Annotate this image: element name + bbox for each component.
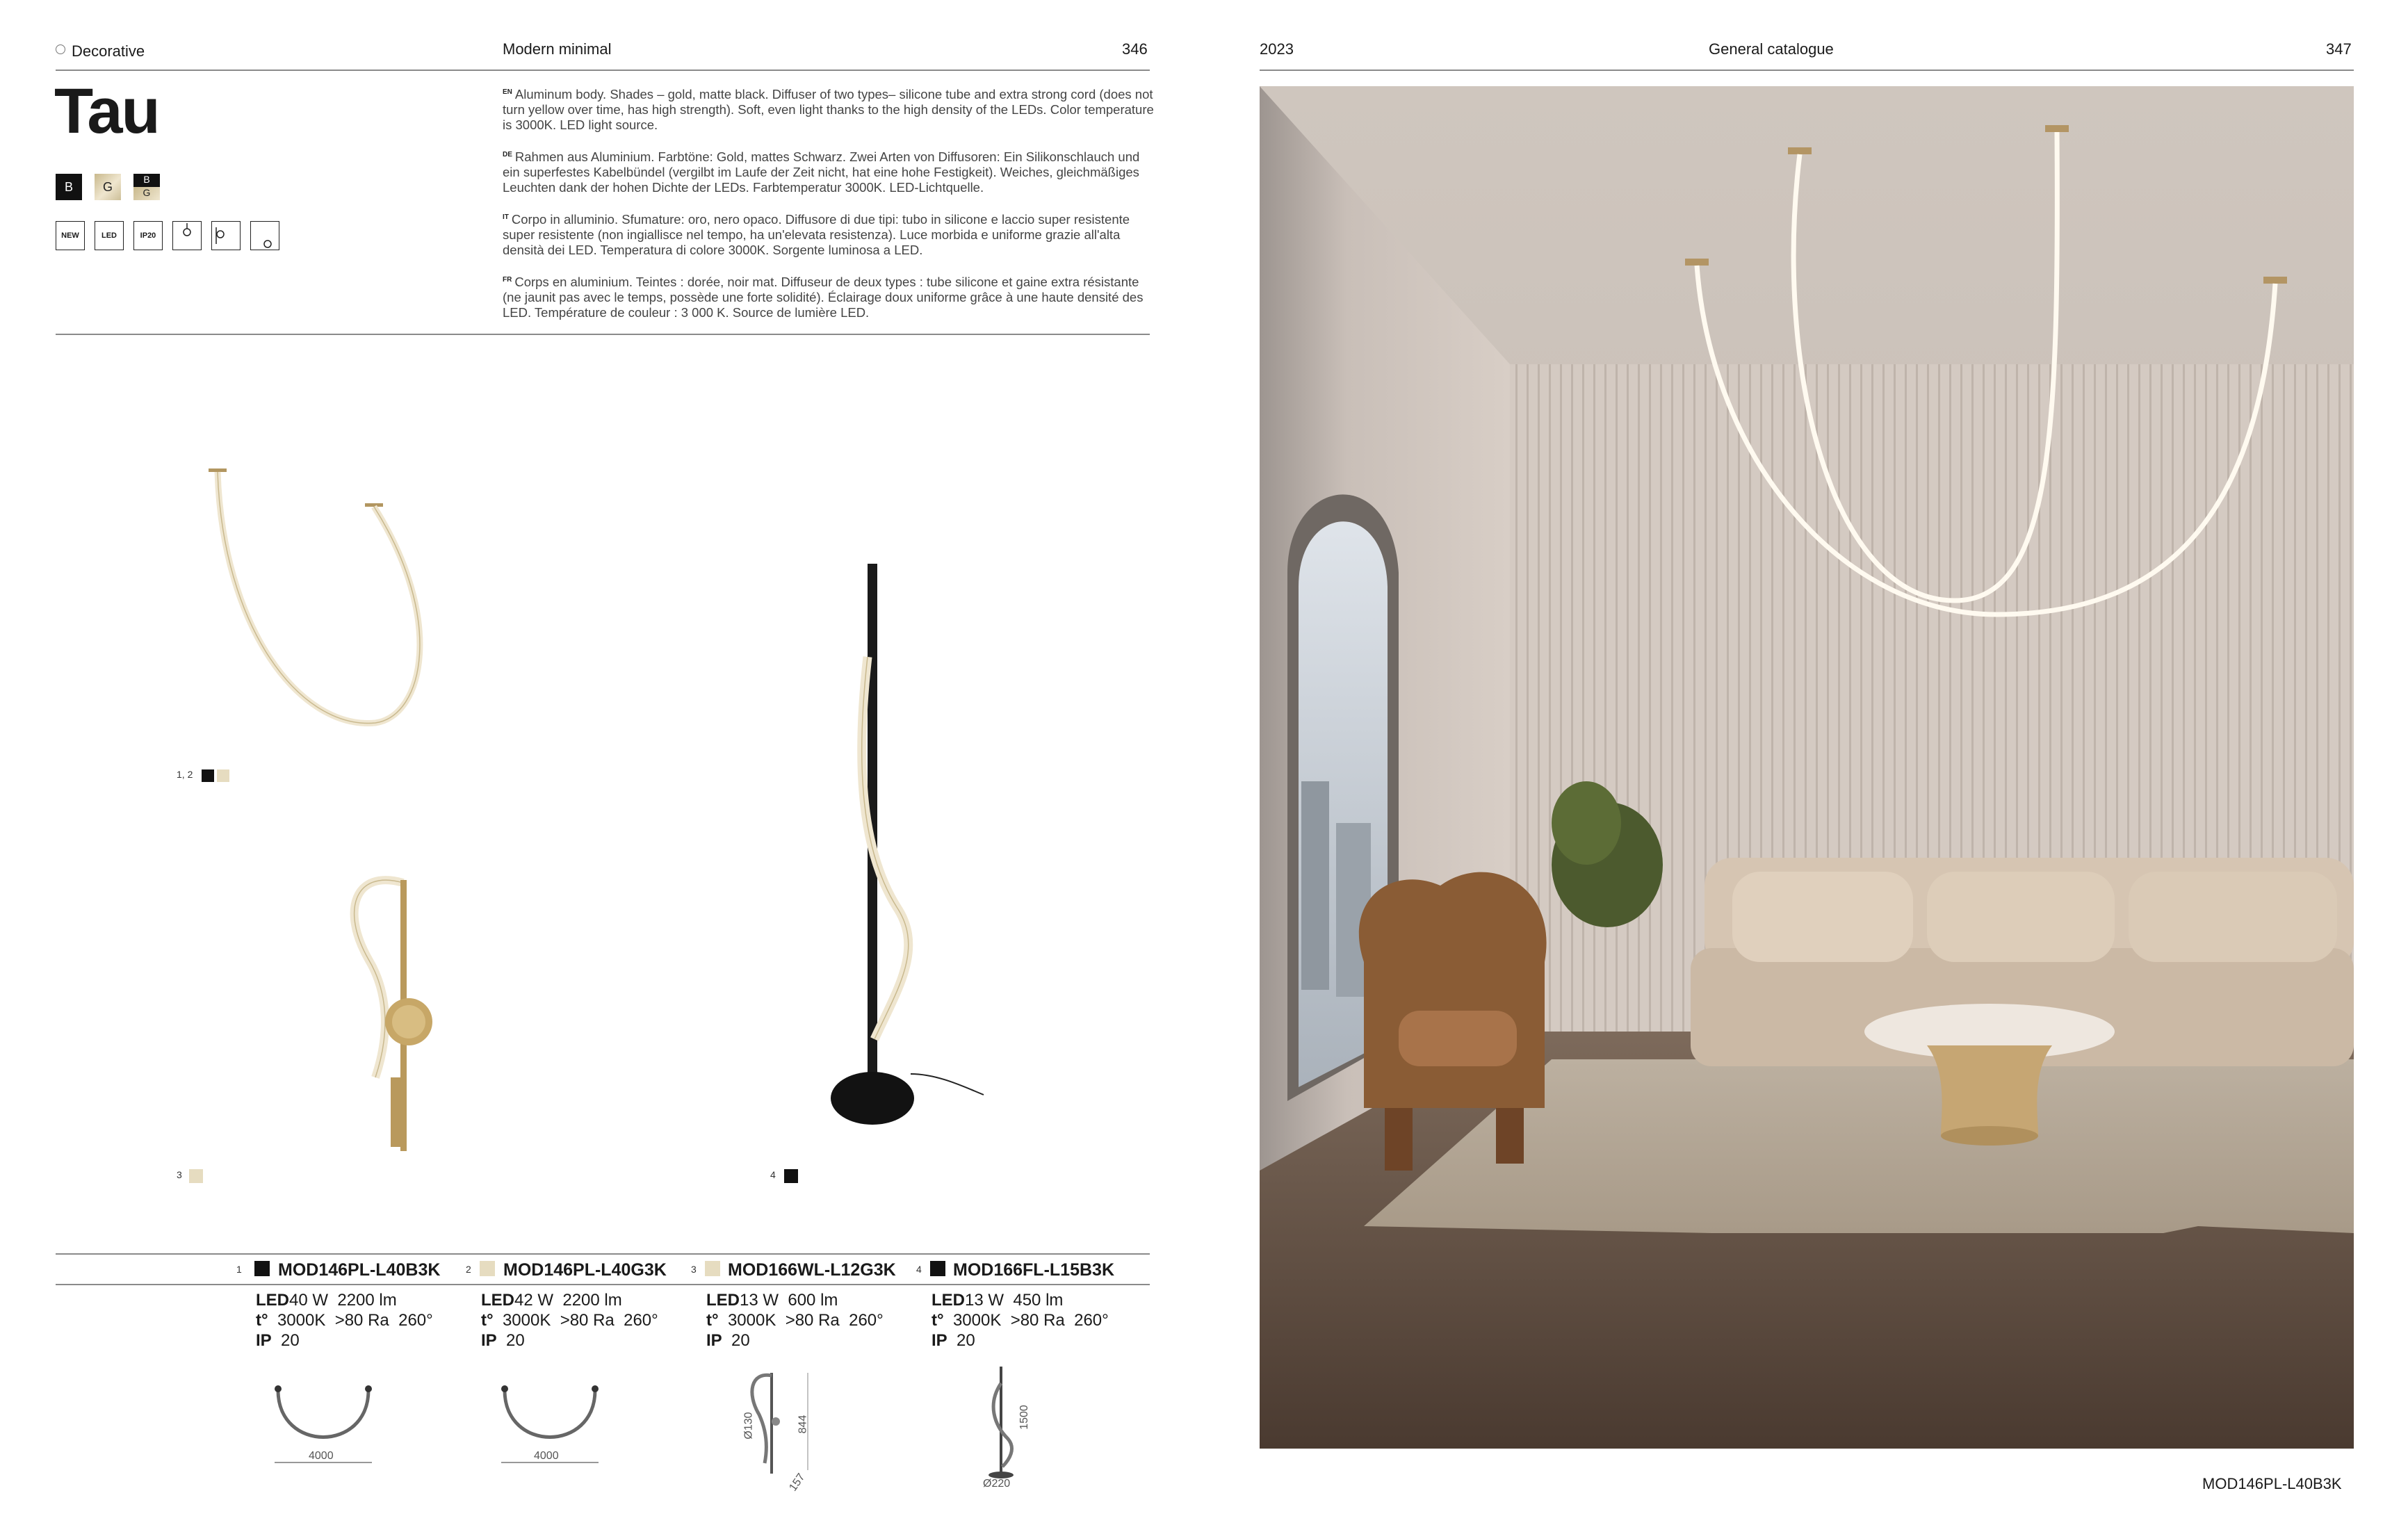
category-circle-icon <box>56 44 65 54</box>
description-de: $^{DE}$ Rahmen aus Aluminium. Farbtöne: Gold, mattes Schwarz. Zwei Arten von Diffusoren: Ein Silikonschlauch und ein superfestes Kabelbündel (vergilbt im Laufe der Zeit nicht, hat eine hohe Festigkeit). Weiches, gleichmäßiges Leuchten dank der hohen Dichte der LEDs. Farbtemperatur 3000K. LED-Lichtquelle. <box>503 149 1140 195</box>
product-3-height: 844 <box>797 1415 809 1434</box>
product-3-diameter: Ø130 <box>742 1412 755 1440</box>
description-en: $^{EN}$ Aluminum body. Shades – gold, matte black. Diffuser of two types– silicone tube and extra strong cord (does not turn yellow over time, has high strength). Soft, even light thanks to the high density of the LEDs. Color temperature is 3000K. LED light source. <box>503 87 1154 133</box>
photo-caption: MOD146PL-L40B3K <box>2202 1475 2342 1492</box>
product-3-code: MOD166WL-L12G3K <box>728 1260 896 1280</box>
product-4-code: MOD166FL-L15B3K <box>953 1260 1114 1280</box>
swatch-gold: G <box>95 174 121 200</box>
product-title: Tau <box>54 76 159 147</box>
product-3-swatch <box>705 1261 720 1276</box>
badge-led: LED <box>95 221 124 250</box>
product-3-index: 3 <box>691 1264 697 1275</box>
description-rule <box>56 334 1150 335</box>
product-2-dimension: 4000 <box>534 1450 559 1462</box>
product-2-index: 2 <box>466 1264 471 1275</box>
wall-lamp-image <box>327 855 452 1161</box>
image-index-4: 4 <box>770 1169 776 1180</box>
product-1-index: 1 <box>236 1264 242 1275</box>
product-2-swatch <box>480 1261 495 1276</box>
image-swatch-gold-3 <box>189 1169 203 1183</box>
image-swatch-black <box>202 769 214 782</box>
swatch-black: B <box>56 174 82 200</box>
badge-new: NEW <box>56 221 85 250</box>
product-4-swatch <box>930 1261 945 1276</box>
image-index-1-2: 1, 2 <box>177 769 193 780</box>
page-number: 346 <box>1122 40 1148 58</box>
description-fr: $^{FR}$ Corps en aluminium. Teintes : dorée, noir mat. Diffuseur de deux types : tube silicone et gaine extra résistante (ne jaunit pas avec le temps, possède une forte solidité). Éclairage doux uniforme grâce à une haute densité des LED. Température de couleur : 3 000 K. Source de lumière LED. <box>503 275 1144 320</box>
product-4-height: 1500 <box>1018 1405 1030 1430</box>
swatch-black-gold: B G <box>133 174 160 200</box>
description-it: $^{IT}$ Corpo in alluminio. Sfumature: oro, nero opaco. Diffusore di due tipi: tubo in silicone e laccio super resistente super resistente (non ingiallisce nel tempo, ha un'elevata resistenza). Luce morbida e uniforme grazie all'alta densità dei LED. Temperatura di colore 3000K. Sorgente luminosa a LED. <box>503 212 1130 258</box>
catalogue-year: 2023 <box>1260 40 1294 58</box>
product-1-swatch <box>254 1261 270 1276</box>
product-2-specs: LED42 W 2200 lm t° 3000K >80 Ra 260° IP 20 <box>481 1291 658 1350</box>
floor-icon <box>250 221 279 250</box>
badge-ip20: IP20 <box>133 221 163 250</box>
header-rule-right <box>1260 70 2354 71</box>
collection-label: Modern minimal <box>503 40 612 58</box>
catalogue-title: General catalogue <box>1709 40 1834 58</box>
wall-icon <box>211 221 241 250</box>
pendant-icon <box>172 221 202 250</box>
image-swatch-gold <box>217 769 229 782</box>
header-rule <box>56 70 1150 71</box>
pendant-lamp-image <box>174 452 563 744</box>
floor-lamp-image <box>820 560 1001 1136</box>
page-number-right: 347 <box>2326 40 2352 58</box>
spec-top-rule <box>56 1253 1150 1255</box>
category-label: Decorative <box>72 42 145 60</box>
product-4-drawing <box>973 1362 1050 1488</box>
image-swatch-black-4 <box>784 1169 798 1183</box>
product-3-depth: 157 <box>787 1471 808 1494</box>
product-4-index: 4 <box>916 1264 922 1275</box>
product-1-specs: LED40 W 2200 lm t° 3000K >80 Ra 260° IP 20 <box>256 1291 433 1350</box>
product-4-specs: LED13 W 450 lm t° 3000K >80 Ra 260° IP 20 <box>932 1291 1109 1350</box>
product-1-dimension: 4000 <box>309 1450 334 1462</box>
product-4-diameter: Ø220 <box>983 1478 1011 1490</box>
product-1-code: MOD146PL-L40B3K <box>278 1260 441 1280</box>
interior-photo <box>1260 86 2354 1449</box>
right-page <box>1204 0 2408 1532</box>
image-index-3: 3 <box>177 1169 182 1180</box>
product-3-specs: LED13 W 600 lm t° 3000K >80 Ra 260° IP 20 <box>706 1291 884 1350</box>
spec-mid-rule <box>56 1284 1150 1285</box>
product-2-code: MOD146PL-L40G3K <box>503 1260 667 1280</box>
